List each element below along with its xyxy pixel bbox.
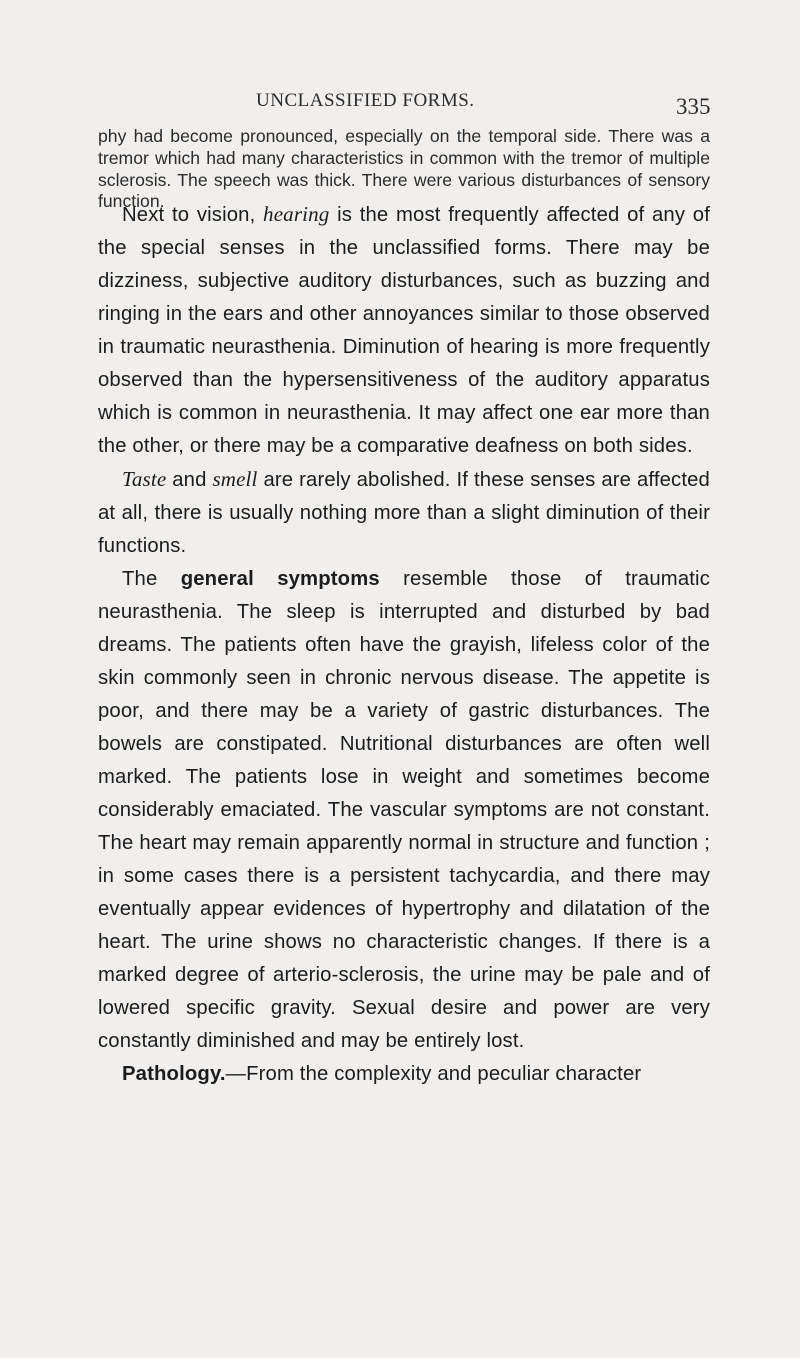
body-text	[98, 198, 710, 1091]
paragraph-pathology	[98, 1058, 710, 1091]
pathology-heading: Pathology.	[122, 1063, 226, 1085]
running-title: UNCLASSIFIED FORMS.	[256, 90, 475, 111]
smell-emphasis: smell	[212, 467, 258, 491]
intro-text: phy had become pronounced, especially on the temporal side. There was a tremor which had many characteristics in common with the tremor of multiple sclerosis. The speech was thick. There were various disturbances of sensory function.	[98, 126, 710, 212]
hearing-lead: Next to vision,	[122, 204, 264, 226]
taste-smell-text: are rarely abolished. If these senses are affected at all, there is usually nothing more than a slight diminution of their functions.	[98, 469, 710, 557]
page-header	[0, 88, 800, 118]
hearing-text: is the most frequently affected of any of the special senses in the unclassified forms. There may be dizziness, subjective auditory disturbances, such as buzzing and ringing in the ears and other annoyances similar to those observed in traumatic neurasthenia. Diminution of hearing is more frequently observed than the hypersensitiveness of the auditory apparatus which is common in neurasthenia. It may affect one ear more than the other, or there may be a comparative deafness on both sides.	[98, 204, 710, 457]
paragraph-general-symptoms	[98, 563, 710, 1058]
hearing-emphasis: hearing	[263, 202, 330, 226]
taste-smell-connector: and	[166, 469, 213, 491]
paragraph-taste-smell	[98, 463, 710, 563]
general-lead: The	[122, 568, 181, 590]
taste-emphasis: Taste	[122, 467, 167, 491]
page-number: 335	[676, 94, 711, 119]
pathology-text: —From the complexity and peculiar character	[225, 1063, 642, 1085]
paragraph-hearing	[98, 198, 710, 463]
general-symptoms-heading: general symptoms	[180, 568, 380, 590]
general-text: resemble those of traumatic neurasthenia. The sleep is interrupted and disturbed by bad dreams. The patients often have the grayish, lifeless color of the skin commonly seen in chronic nervous disease. The appetite is poor, and there may be a variety of gastric disturbances. The bowels are constipated. Nutritional disturbances are often well marked. The patients lose in weight and sometimes become considerably emaciated. The vascular symptoms are not constant. The heart may remain apparently normal in structure and function ; in some cases there is a persistent tachycardia, and there may eventually appear evidences of hypertrophy and dilatation of the heart. The urine shows no characteristic changes. If there is a marked degree of arterio-sclerosis, the urine may be pale and of lowered specific gravity. Sexual desire and power are very constantly diminished and may be entirely lost.	[98, 568, 710, 1052]
